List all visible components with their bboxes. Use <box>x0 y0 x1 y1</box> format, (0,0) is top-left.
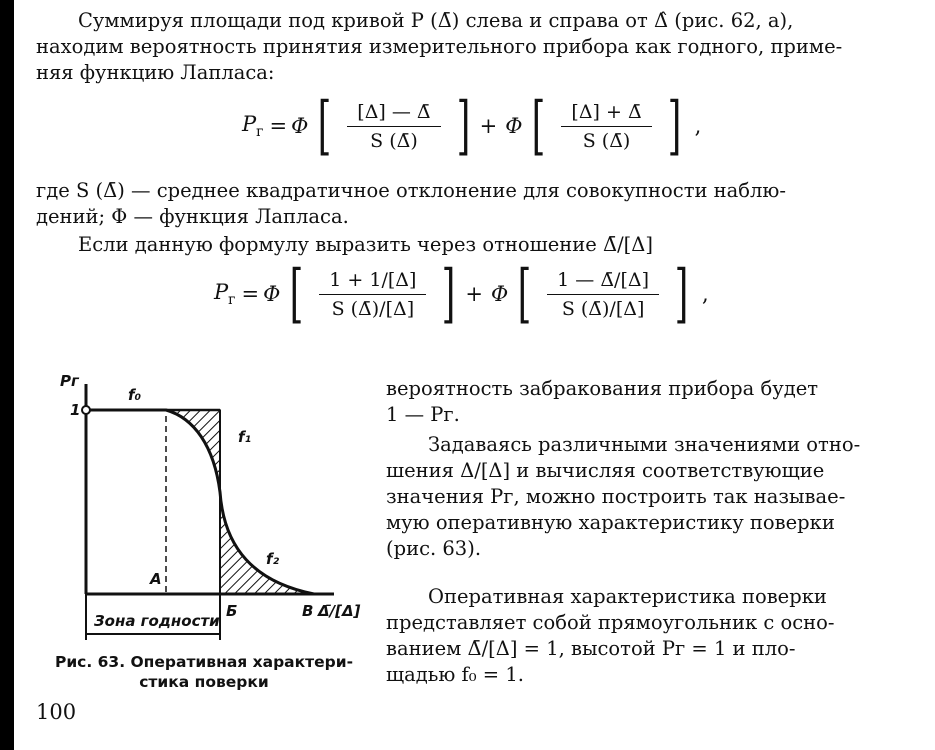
label-f1: f₁ <box>238 428 252 446</box>
phi-symbol: Φ <box>490 282 509 306</box>
fraction <box>347 101 440 152</box>
text-line: Суммируя площади под кривой P (Δ̄) слева и справа от Δ̂ (рис. 62, a), <box>78 9 794 32</box>
label-v: В <box>302 602 314 620</box>
numerator: [Δ] — Δ̄ <box>347 101 440 127</box>
formula-1 <box>242 89 702 163</box>
text-line: ванием Δ̄/[Δ] = 1, высотой Pг = 1 и пло- <box>386 637 796 660</box>
figure-63 <box>34 368 378 648</box>
paragraph-2 <box>36 178 904 230</box>
text-line: мую оперативную характеристику поверки <box>386 511 835 534</box>
bracket-close: ] <box>442 257 456 331</box>
label-f2: f₂ <box>266 550 280 568</box>
x-axis-label: Δ̄/[Δ] <box>318 602 361 620</box>
text-line: (рис. 63). <box>386 537 482 560</box>
label-a: A <box>150 570 162 588</box>
bracket-open: [ <box>532 89 546 163</box>
caption-line: Рис. 63. Оперативная характери- <box>54 653 354 671</box>
text-line: вероятность забракования прибора будет <box>386 377 819 400</box>
text-line: 1 — Pг. <box>386 403 460 426</box>
bracket-close: ] <box>667 89 682 163</box>
point-one <box>82 406 90 414</box>
plus-sign: + <box>465 282 483 306</box>
label-f0: f₀ <box>128 386 142 404</box>
phi-symbol: Φ <box>291 114 309 138</box>
formula-lhs: $P_г$ <box>214 279 236 309</box>
paragraph-4 <box>386 376 904 428</box>
area-f1-hatched <box>166 410 220 492</box>
caption-line: стика поверки <box>139 673 269 691</box>
text-line: представляет собой прямоугольник с осно- <box>386 611 835 634</box>
comma: , <box>694 114 702 138</box>
denominator: S (Δ̄)/[Δ] <box>561 297 645 320</box>
y-axis-label: Pг <box>60 372 79 390</box>
text-line: Если данную формулу выразить через отношение Δ̄/[Δ] <box>78 233 653 256</box>
text-line: шения Δ/[Δ] и вычисляя соответствующие <box>386 459 825 482</box>
numerator: [Δ] + Δ̄ <box>561 101 651 127</box>
paragraph-6 <box>386 584 904 688</box>
denominator: S (Δ̄)/[Δ] <box>331 297 415 320</box>
formula-2 <box>214 257 709 331</box>
phi-symbol: Φ <box>263 282 281 306</box>
paragraph-1 <box>36 8 904 86</box>
y-tick-one: 1 <box>70 401 81 419</box>
bracket-close: ] <box>674 257 689 331</box>
fraction <box>319 269 426 320</box>
page-number: 100 <box>36 700 77 724</box>
figure-caption <box>38 652 370 692</box>
bracket-open: [ <box>317 89 332 163</box>
numerator: 1 + 1/[Δ] <box>319 269 426 295</box>
text-line: Оперативная характеристика поверки <box>428 585 827 608</box>
equals-sign: = <box>269 114 288 138</box>
paragraph-3 <box>36 232 904 258</box>
comma: , <box>701 282 709 306</box>
text-line: находим вероятность принятия измерительного прибора как годного, приме- <box>36 35 843 58</box>
text-line: няя функцию Лапласа: <box>36 61 275 84</box>
phi-symbol: Φ <box>505 114 523 138</box>
text-line: где S (Δ̄) — среднее квадратичное отклонение для совокупности наблю- <box>36 179 786 202</box>
text-line: Задаваясь различными значениями отно- <box>428 433 861 456</box>
label-b: Б <box>226 602 238 620</box>
text-line: дений; Φ — функция Лапласа. <box>36 205 349 228</box>
fraction <box>547 269 659 320</box>
text-line: щадью f₀ = 1. <box>386 663 524 686</box>
book-page <box>14 0 935 750</box>
operating-characteristic-diagram <box>34 368 378 648</box>
fraction <box>561 101 651 152</box>
equals-sign: = <box>241 282 260 306</box>
text-line: значения Pг, можно построить так называе- <box>386 485 846 508</box>
denominator: S (Δ̄) <box>370 129 418 152</box>
zone-label: Зона годности <box>94 612 220 630</box>
denominator: S (Δ̄) <box>582 129 631 152</box>
plus-sign: + <box>479 114 498 138</box>
numerator: 1 — Δ̄/[Δ] <box>547 269 659 295</box>
bracket-close: ] <box>456 89 470 163</box>
formula-lhs: $P_г$ <box>242 111 264 141</box>
paragraph-5 <box>386 432 904 562</box>
bracket-open: [ <box>517 257 532 331</box>
bracket-open: [ <box>289 257 304 331</box>
operating-curve <box>86 410 314 594</box>
